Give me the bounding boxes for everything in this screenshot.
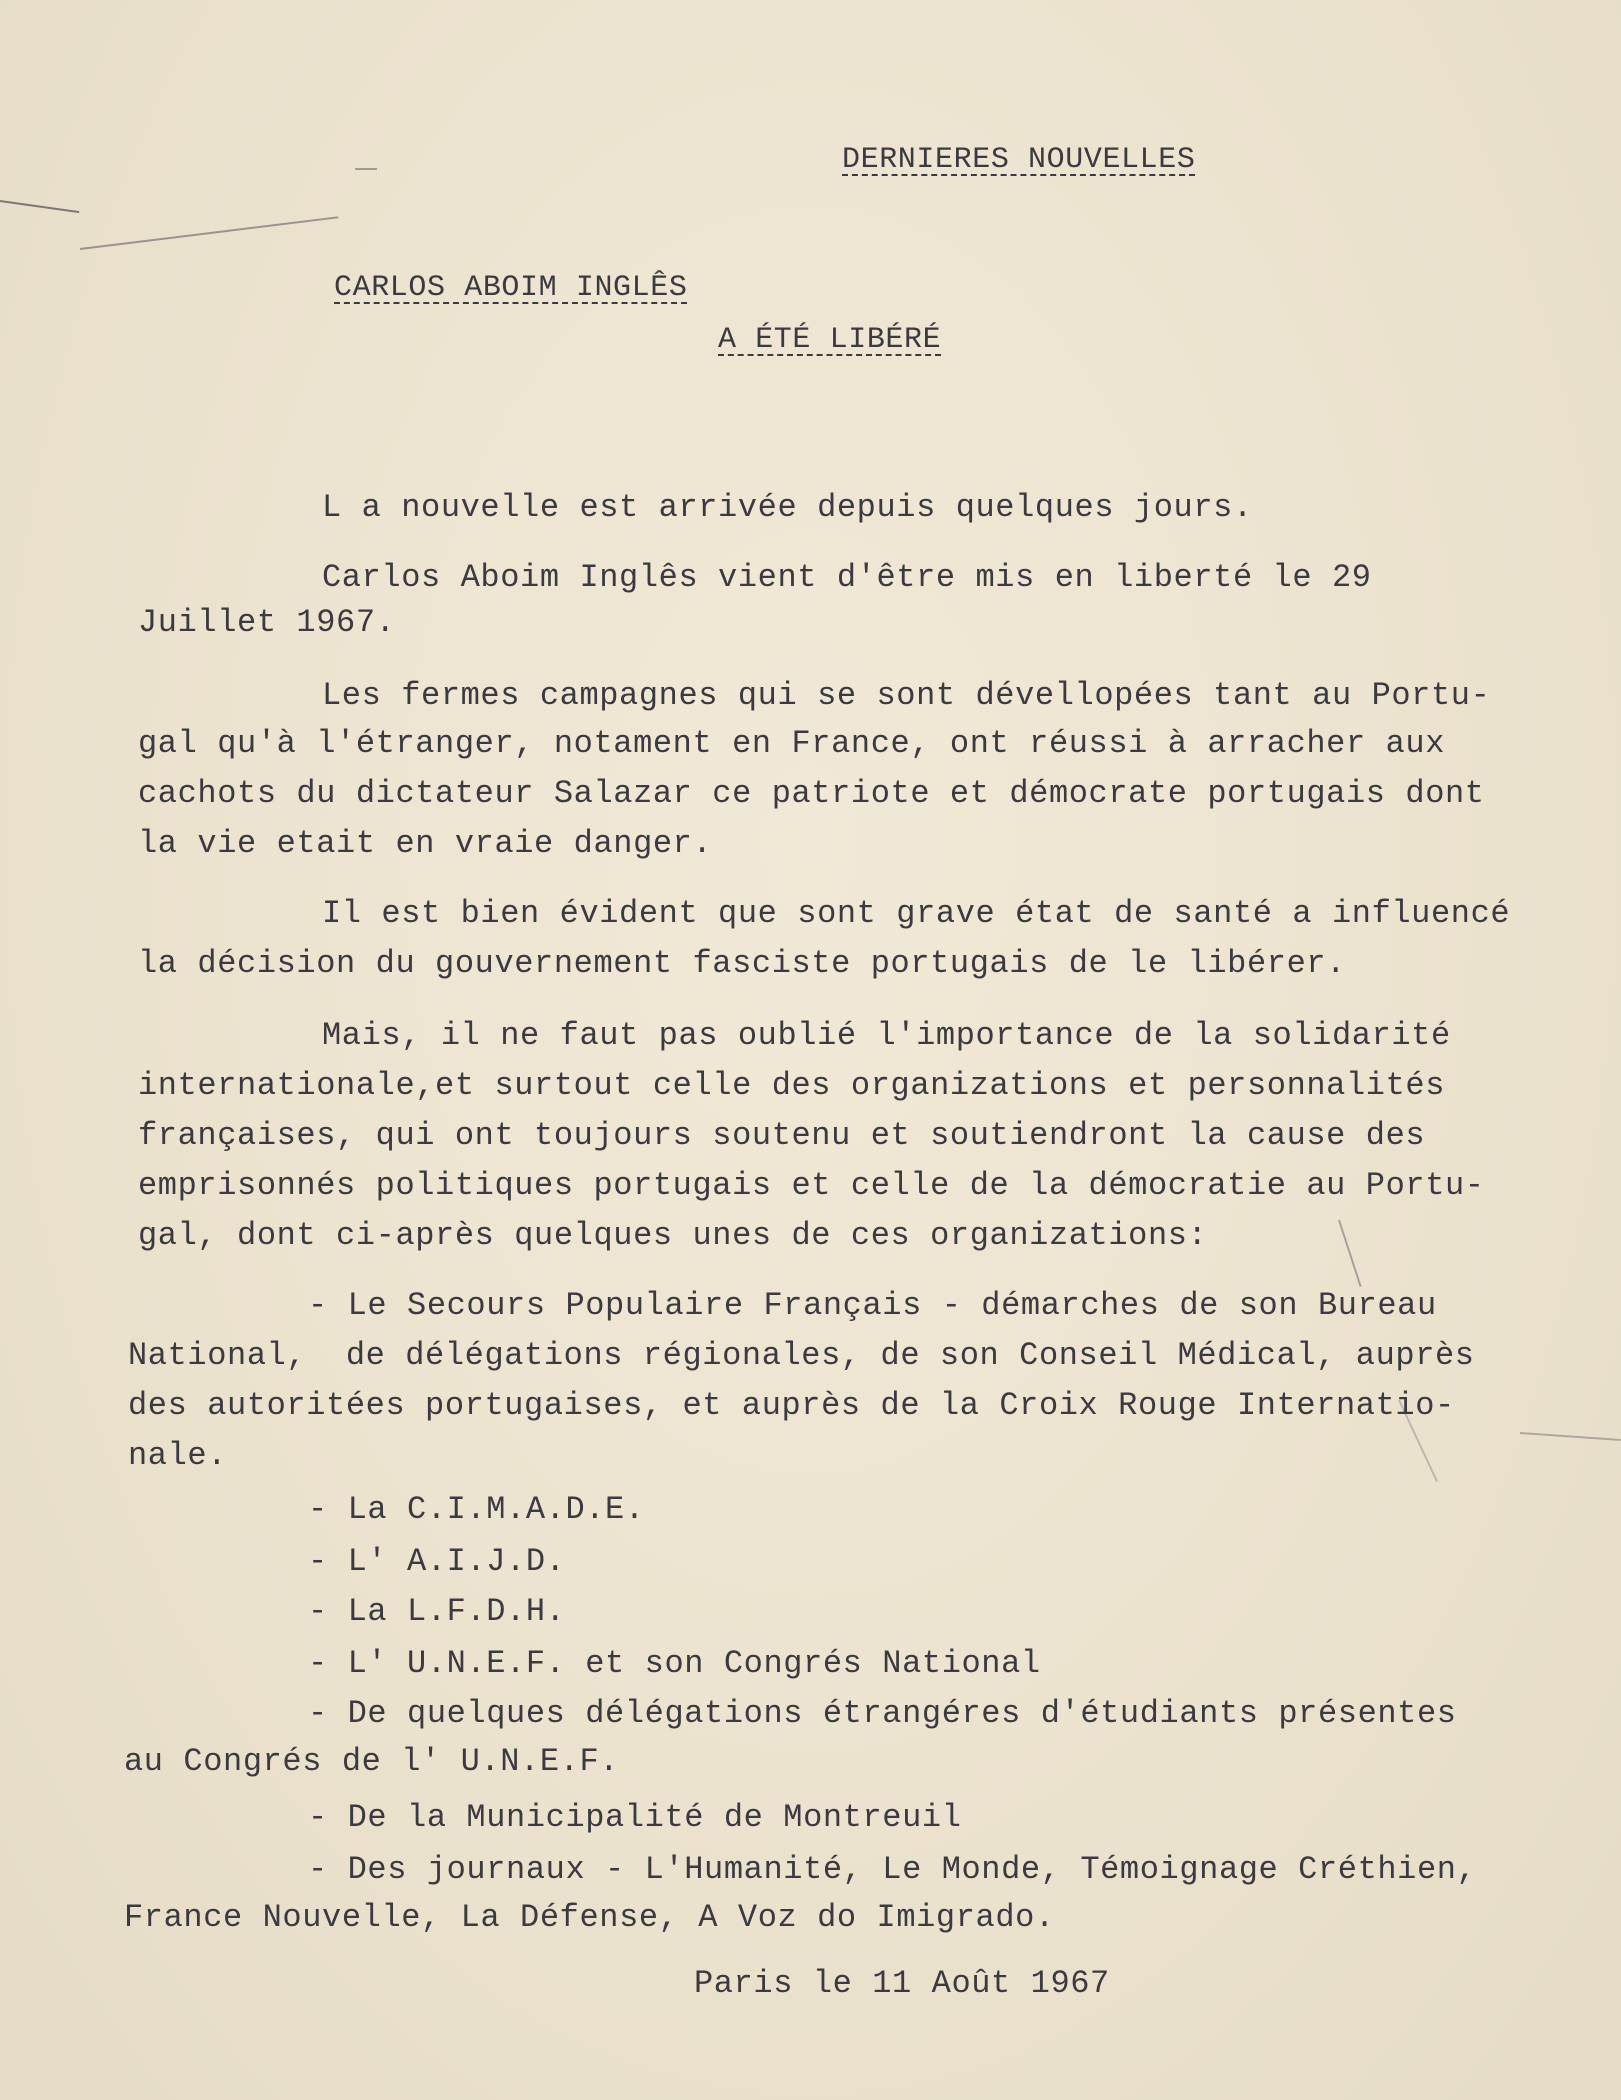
list-item-line: France Nouvelle, La Défense, A Voz do Imigrado. xyxy=(124,1899,1055,1936)
list-item-line: - L' U.N.E.F. et son Congrés National xyxy=(308,1645,1041,1682)
list-item-line: - La C.I.M.A.D.E. xyxy=(308,1491,645,1528)
list-item-line: - La L.F.D.H. xyxy=(308,1593,566,1630)
title-line-2: A ÉTÉ LIBÉRÉ xyxy=(718,323,942,357)
list-item-line: des autoritées portugaises, et auprès de la Croix Rouge Internatio- xyxy=(128,1387,1455,1424)
title-line-1: CARLOS ABOIM INGLÊS xyxy=(334,271,688,305)
pencil-mark xyxy=(0,200,79,213)
list-item-line: nale. xyxy=(128,1437,228,1474)
list-item-line: - De la Municipalité de Montreuil xyxy=(308,1799,962,1836)
list-item-line: - Le Secours Populaire Français - démarches de son Bureau xyxy=(308,1287,1437,1324)
paragraph-4-line: la décision du gouvernement fasciste portugais de le libérer. xyxy=(138,945,1346,982)
paragraph-5-line: emprisonnés politiques portugais et celle de la démocratie au Portu- xyxy=(138,1167,1485,1204)
paragraph-5-line: gal, dont ci-après quelques unes de ces organizations: xyxy=(138,1217,1208,1254)
paragraph-3-line: gal qu'à l'étranger, notament en France, ont réussi à arracher aux xyxy=(138,725,1446,762)
signature-date: Paris le 11 Août 1967 xyxy=(694,1965,1110,2002)
list-item-line: - L' A.I.J.D. xyxy=(308,1543,566,1580)
paragraph-2-line: Carlos Aboim Inglês vient d'être mis en liberté le 29 xyxy=(322,559,1372,596)
list-item-line: - Des journaux - L'Humanité, Le Monde, Témoignage Créthien, xyxy=(308,1851,1477,1888)
pencil-mark xyxy=(355,168,377,170)
paragraph-5-line: internationale,et surtout celle des organizations et personnalités xyxy=(138,1067,1446,1104)
paragraph-2-line: Juillet 1967. xyxy=(138,604,396,641)
list-item-line: au Congrés de l' U.N.E.F. xyxy=(124,1743,620,1780)
header-label: DERNIERES NOUVELLES xyxy=(842,143,1196,177)
list-item-line: - De quelques délégations étrangéres d'étudiants présentes xyxy=(308,1695,1457,1732)
pencil-mark xyxy=(1520,1432,1621,1441)
paragraph-3-line: Les fermes campagnes qui se sont dévellopées tant au Portu- xyxy=(322,677,1491,714)
paragraph-4-line: Il est bien évident que sont grave état de santé a influencé xyxy=(322,895,1511,932)
paragraph-1-line: L a nouvelle est arrivée depuis quelques jours. xyxy=(322,489,1253,526)
pencil-mark xyxy=(1338,1220,1362,1287)
paragraph-5-line: Mais, il ne faut pas oublié l'importance de la solidarité xyxy=(322,1017,1451,1054)
paragraph-3-line: cachots du dictateur Salazar ce patriote et démocrate portugais dont xyxy=(138,775,1485,812)
pencil-mark xyxy=(80,216,338,250)
paragraph-5-line: françaises, qui ont toujours soutenu et soutiendront la cause des xyxy=(138,1117,1426,1154)
paragraph-3-line: la vie etait en vraie danger. xyxy=(138,825,713,862)
list-item-line: National, de délégations régionales, de son Conseil Médical, auprès xyxy=(128,1337,1475,1374)
